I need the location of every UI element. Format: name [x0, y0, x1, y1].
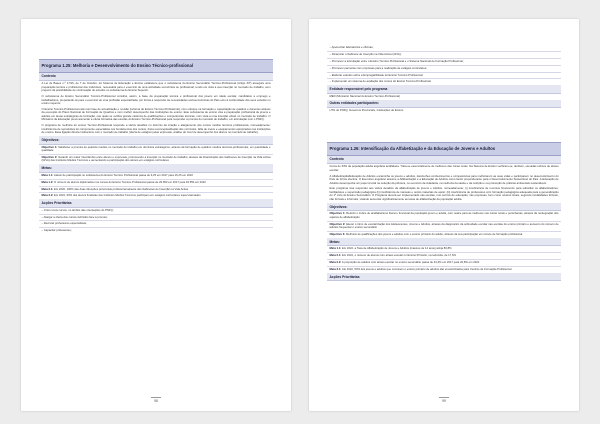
objective-item-lead: Objectivo 2:	[329, 222, 346, 226]
action-item-text: Elaborar estudos sobre a Empregabilidade do Ensino Técnico-Profissional;	[331, 73, 424, 77]
objective-item-text: Elevar o ritmo de escolarização dos Adolescentes, Jovens e Adultos, através da diagnostico da sobreidade escolar nas escolas do ensino primário e aumento do número de adultos frequentar o ensino secundário	[329, 222, 559, 230]
goal-item-text: Até 2022, 50% dos jovens e adultos que concluem o ensino primário de adultos são encaminhados para Centros de Formação Profissional	[341, 267, 512, 271]
actions-label: Acções Prioritárias	[39, 199, 273, 207]
page-number: 98	[21, 397, 291, 404]
program-table-1-25-continued	[327, 45, 561, 114]
goal-item-lead: Meta 2.2:	[329, 261, 342, 265]
objectives-label: Objectivos:	[327, 203, 561, 211]
action-item	[39, 220, 273, 227]
goals-list	[39, 173, 273, 200]
bullet-dash-icon: –	[329, 46, 332, 49]
context-paragraph: O subsistema de Ensino Secundário Técnico-Profissional constitui, assim, a base da preparação técnica e profissional dos jovens em idade escolar, candidatos a emprego e trabalhadores, preparando-os para o exercício de uma profissão especializada, por forma a responder às necessidades socioeconómicas do País e/ou à continuidade dos seus estudos no ensino superior.	[41, 95, 271, 106]
action-item-text: Promover parcerias com empresas para a realização de estágios curriculares;	[331, 66, 428, 70]
goal-item	[327, 252, 561, 259]
objective-item-text: Satisfazer a procura de quadros médios no mercado de trabalho em domínios estratégicos, através da formação de quadros médios técnicos-profissionais, em quantidade e qualidade	[41, 145, 271, 153]
bullet-dash-icon: –	[41, 215, 44, 219]
objective-item	[327, 211, 561, 220]
objective-item	[327, 221, 561, 231]
objective-item	[39, 154, 273, 164]
objective-item-lead: Objectivo 3:	[329, 232, 346, 236]
goal-item	[39, 186, 273, 193]
objectives-label: Objectivos:	[39, 136, 273, 144]
goals-label: Metas:	[39, 164, 273, 172]
action-item	[39, 227, 273, 234]
bullet-dash-icon: –	[329, 66, 332, 70]
bullet-dash-icon: –	[41, 222, 44, 226]
objective-item-lead: Objectivo 2:	[41, 155, 58, 159]
goal-item-text: Em 2020, 100% das duas direcções provinciais profissional através dos Gabinetes de Inserção na Vida Activa	[53, 187, 189, 191]
program-table-1-25	[39, 59, 273, 234]
bullet-dash-icon: –	[329, 59, 332, 63]
bullet-dash-icon: –	[329, 80, 332, 84]
objective-item-text: Garantir um maior intercâmbio entre alunos e empresas, promovendo a inserção no mercado de trabalho, através da dinamização dos Gabinetes de Inserção na Vida Activa (GIVA) das Institutos Médios Técnicos e aumentando a participação dos alunos em estágios curriculares	[41, 155, 271, 163]
responsible-entity: MED (Ministério Nacional do Ensino Técnico-Profissional)	[329, 94, 400, 98]
action-item-text: Recrutar professores especialistas;	[43, 222, 87, 226]
action-item-text: Alargar a oferta dos cursos definidos face à procura;	[43, 215, 108, 219]
context-label: Contexto	[39, 73, 273, 81]
action-item	[327, 65, 561, 72]
objectives-list	[327, 211, 561, 238]
actions-list	[39, 208, 273, 235]
action-item	[327, 58, 561, 65]
action-item-text: Dinamizar o Gabinete de Inserção na Vida Activa (GIVA);	[331, 52, 402, 56]
goal-item	[39, 179, 273, 186]
program-title: Programa 1.26: Intensificação da Alfabetização e da Educação de Jovens e Adultos	[327, 142, 561, 156]
context-text	[39, 81, 273, 136]
objectives-list	[39, 145, 273, 165]
program-title: Programa 1.25: Melhoria e Desenvolvimento do Ensino Técnico-profissional	[39, 59, 273, 73]
bullet-dash-icon: –	[329, 73, 332, 77]
right-page	[309, 19, 579, 411]
goal-item-text: Em 2022, o número de alunos com atraso escolar no Ensino Primário, na reduzida, de 17,6%	[341, 254, 456, 258]
participating-entities: UTG do PNFQ, Governos Provinciais, Instituições de Ensino	[329, 108, 404, 112]
context-label: Contexto	[327, 156, 561, 164]
actions-label: Acções Prioritárias	[327, 273, 561, 281]
program-table-1-26	[327, 142, 561, 281]
bullet-dash-icon: –	[329, 52, 332, 56]
context-paragraph: A Alfabetização/Educação de Adultos encaminha os jovens e adultos, dando-lhes conhecimentos e competências para melhorarem as suas vidas e participarem no desenvolvimento do País de forma efectiva. O Executivo angolano assume a Alfabetização e a Educação de Adultos como factor preponderante para o Desenvolvimento Sustentável do País. A Educação de Adultos desempenha um papel crucial na redução da pobreza, no exercício da cidadania, na melhoria da saúde e da nutrição e na promoção de práticas ambientais sustentáveis.	[329, 174, 559, 185]
participants-label: Outras entidades participantes:	[327, 100, 561, 108]
context-paragraph: Cerca de 33% da população adulta angolana analfabeta. Trata-se essencialmente de mulheres das zonas rurais. Na Sistema de Ensino verificam-se, também, elevadas índices de atraso escolar.	[329, 165, 559, 172]
action-item	[327, 78, 561, 85]
context-paragraph: O Ensino Técnico-Profissional está num fase de actualização e revisão (reforma do Ensino Técnico-Profissional), com enfoque na formação e capacitação de quadros e docentes através da execução do Plano Nacional de Formação de Quadros e num melhor desempenho das instituições de ensino. Este subsistema de ensino visa a preparação profissional de jovens e adultos em áreas estratégicas de formação, nas quais se verifica grande carência de qualificações e competências técnicas, com vista a uma inserção eficaz no mercado de trabalho. O Ministério da Educação prevê aumentar a oferta formativa das escolas do Ensino Técnico-Profissional para responder à procura do mercado de trabalho, em articulação com o PNFQ.	[41, 107, 271, 122]
objective-item	[39, 145, 273, 154]
goal-item	[327, 259, 561, 266]
page-number: 99	[309, 397, 579, 404]
goal-item-lead: Meta 1.2:	[41, 180, 54, 184]
action-item	[327, 72, 561, 79]
actions-list-continued	[327, 45, 561, 85]
goal-item-lead: Meta 2.2:	[41, 194, 54, 198]
bullet-dash-icon: –	[41, 208, 44, 212]
objective-item	[327, 231, 561, 238]
action-item-text: Capacitar professores;	[43, 229, 72, 233]
goal-item-text: Em 2022, 60% dos alunos finalistas dos Institutos Médios Técnicos participam em estágios curriculares supervisionados	[53, 194, 201, 198]
goals-label: Metas:	[327, 238, 561, 246]
context-text	[327, 164, 561, 203]
bullet-dash-icon: –	[41, 229, 44, 233]
objective-item-lead: Objectivo 1:	[329, 212, 346, 216]
goal-item	[327, 266, 561, 273]
goal-item-text: A proporção de adultos com atraso escolar no ensino secundário passa de 43,4% em 2017 para 20,8% em 2022	[341, 261, 480, 265]
objective-item-text: Melhorar as qualificações dos jovens e adultos com o ensino primário do adulto, através da sua participação em cursos de formação profissional	[345, 232, 523, 236]
action-item	[327, 51, 561, 58]
goal-item-lead: Meta 3.1:	[329, 267, 342, 271]
goal-item-lead: Meta 2.1:	[41, 187, 54, 191]
goal-item-lead: Meta 2.1:	[329, 254, 342, 258]
goal-item-lead: Meta 1.1:	[41, 173, 54, 177]
action-item-text: Criar novos cursos, no âmbito das orientações do PNFQ;	[43, 208, 114, 212]
action-item-text: Promover a articulação entre o Ensino Técnico-Profissional e o Sistema Nacional de Formação Profissional;	[331, 59, 464, 63]
goal-item-text: Atacar de participação no subsistema do Ensino Técnico Profissional passa de 9,25 em 2017 para 16,25 em 2022	[53, 173, 193, 177]
goal-item	[39, 192, 273, 199]
action-item-text: Apetrechar laboratórios e oficinas;	[331, 46, 374, 49]
objective-item-text: Reduzir o índice de analfabetismo literal e funcional da população jovem e adulta, com realce para as mulheres nas zonas rurais e periurbanas, através da reintegração dos sujeitos de alfabetização	[329, 212, 559, 219]
context-paragraph: Este programa visa responder aos vários desafios da alfabetização de jovens e Adultos, nomeadamente: (i) insuficiência de recursos financeiros para subsidiar os alfabetizadores, facilitadores e supervisão pedagógica (ii) insuficiência de manuais e outros materiais de apoio; (iii) insuficiência de professores com formação pedagógica adequada para a generalização do 1º ciclo do Ensino Secundário. O Programa deverá ser implementado nas escolas, nos centros de educação, nas empresas, bem como noutros locais, segundo modalidades formais, não formais e informais, visando aumentar significativamente as taxas de alfabetização da população adulta.	[329, 187, 559, 201]
context-paragraph: O programa de melhoria do ensino Técnico-Profissional responde a vários desafios no domínio da criação e alargamento dos cursos médios técnicos profissionais, nomeadamente: insuficiência de reprodutiva do componente especialista nos fundamentos dos cursos, fraca reconceptualização dos currículos, falta de meios e equipamentos apropriados nas instituições de ensino. Essa ligação directa institucions com o mercado de trabalho (oferta de estágios pelas empresas, análise do nível de desempenho dos alunos no mercado de trabalho).	[41, 124, 271, 135]
objective-item-lead: Objectivo 1:	[41, 145, 58, 149]
context-paragraph: A Lei de Bases n.º 17/16, de 7 de Outubro, do Sistema de Educação e Ensino estabelece que o subsistema do Ensino Secundário Técnico-Profissional (Artigo 34º) assegura uma preparação técnica e profissional dos indivíduos, necessária para o exercício de uma actividade económica ou profissional, tendo em vista a sua inserção no mercado de trabalho, sem prejuízo da possibilidade de continuação de estudos no subsistema de Ensino Superior.	[41, 82, 271, 93]
action-item	[39, 214, 273, 221]
action-item-text: Implementar um sistema de avaliação dos cursos do Ensino Técnico-Profissional.	[331, 80, 432, 84]
goal-item-text: Em 2022, a Taxa de Alfabetização de Jovens e Adultos (maiores de 14 anos) atinja 80,8%	[341, 247, 452, 251]
left-page	[21, 19, 291, 411]
goals-list	[327, 246, 561, 273]
goal-item-text: O número de alunos diplomados nos cursos do Ensino Técnico-Profissional passa de 29.650 em 2017 para 46.550 em 2022	[53, 180, 206, 184]
responsible-label: Entidade responsável pelo programa	[327, 85, 561, 93]
goal-item-lead: Meta 1.1:	[329, 247, 342, 251]
